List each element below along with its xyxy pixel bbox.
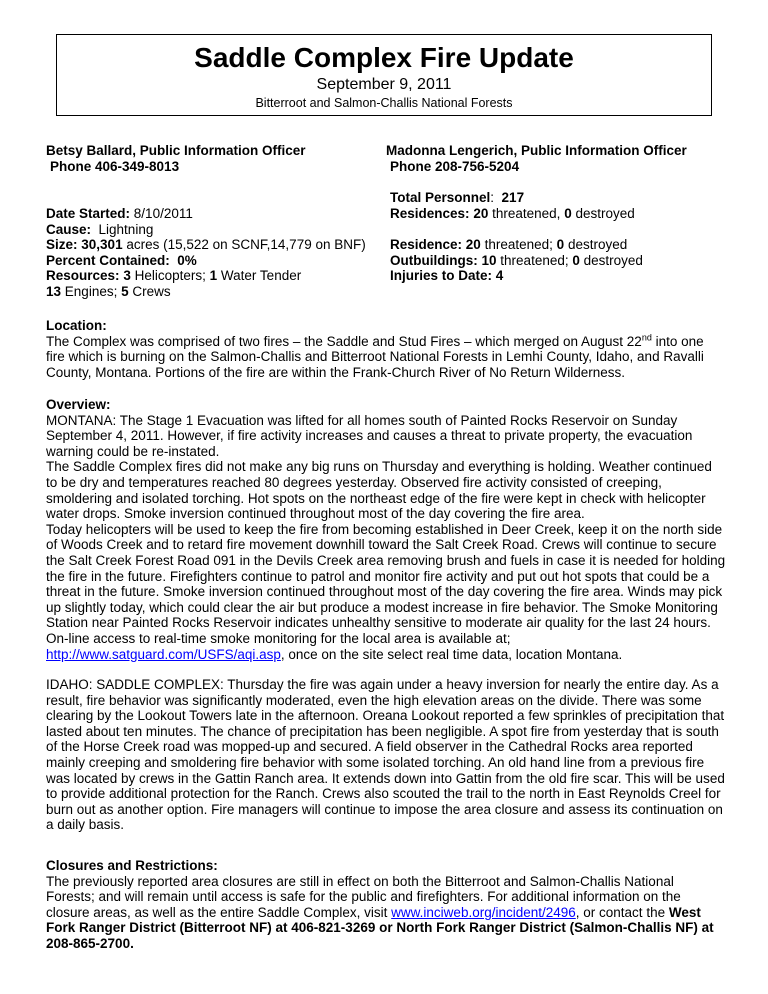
- overview-saddle: The Saddle Complex fires did not make any big runs on Thursday and everything is holding. Weather continued to be dry and temperatures reached 80 degrees yesterday. Observed fire activity consisted of creeping, smoldering and isolated torching. Hot spots on the northeast edge of the fire were kept in check with helicopter water drops. Smoke inversion continued throughout most of the day covering the fire area.: [46, 459, 712, 522]
- right-contact-name: Madonna Lengerich, Public Information Officer: [386, 143, 687, 158]
- overview-heading: Overview:: [46, 397, 111, 412]
- right-contact: [386, 143, 687, 174]
- size: Size: 30,301 acres (15,522 on SCNF,14,779 on BNF): [46, 237, 366, 252]
- fire-stats-right: [390, 190, 643, 284]
- forests-subtitle: Bitterroot and Salmon-Challis National Forests: [255, 96, 513, 110]
- total-personnel: Total Personnel: 217: [390, 190, 525, 205]
- engines-crews: 13 Engines; 5 Crews: [46, 283, 171, 299]
- overview-section: [46, 397, 726, 833]
- left-contact: [46, 143, 306, 174]
- right-contact-phone: Phone 208-756-5204: [390, 158, 520, 174]
- cause: Cause: Lightning: [46, 221, 154, 237]
- smoke-monitoring-link[interactable]: http://www.satguard.com/USFS/aqi.asp: [46, 646, 281, 662]
- closures-text: The previously reported area closures are still in effect on both the Bitterroot and Salmon-Challis National Forests; and will remain until access is safe for the public and firefighters. For additional information on the closure areas, as well as the entire Saddle Complex, visit www.inciweb.org/incident/2496, or contact the West Fork Ranger District (Bitterroot NF) at 406-821-3269 or North Fork Ranger District (Salmon-Challis NF) at 208-865-2700.: [46, 873, 714, 951]
- resources: Resources: 3 Helicopters; 1 Water Tender: [46, 268, 302, 283]
- inciweb-link[interactable]: www.inciweb.org/incident/2496: [391, 904, 576, 920]
- page-title: Saddle Complex Fire Update: [194, 42, 574, 73]
- overview-montana: MONTANA: The Stage 1 Evacuation was lifted for all homes south of Painted Rocks Reservoir on Sunday September 4, 2011. However, if fire activity increases and causes a threat to private property, the evacuation warning could be re-instated.: [46, 412, 693, 459]
- injuries: Injuries to Date: 4: [390, 268, 504, 283]
- fire-stats-left: [46, 206, 366, 299]
- closures-section: [46, 858, 726, 952]
- location-heading: Location:: [46, 318, 107, 333]
- outbuildings: Outbuildings: 10 threatened; 0 destroyed: [390, 252, 643, 268]
- location-section: [46, 318, 726, 380]
- percent-contained: Percent Contained: 0%: [46, 252, 197, 268]
- report-date: September 9, 2011: [316, 76, 452, 93]
- closures-heading: Closures and Restrictions:: [46, 858, 218, 873]
- header-box: [56, 34, 712, 116]
- location-text: The Complex was comprised of two fires – the Saddle and Stud Fires – which merged on August 22nd into one fire which is burning on the Salmon-Challis and Bitterroot National Forests in Lemhi County, Idaho, and Ravalli County, Montana. Portions of the fire are within the Frank-Church River of No Return Wilderness.: [46, 332, 704, 380]
- overview-today: Today helicopters will be used to keep the fire from becoming established in Deer Creek, keep it on the north side of Woods Creek and to retard fire movement downhill toward the Salt Creek Road. Crews will continue to secure the Salt Creek Forest Road 091 in the Devils Creek area removing brush and fuels in case it is needed for holding the fire in the future. Firefighters continue to patrol and monitor fire activity and put out hot spots that could be a threat in the future. Smoke inversion continued throughout most of the day covering the fire area. Winds may pick up slightly today, which could clear the air but produce a modest increase in fire behavior. The Smoke Monitoring Station near Painted Rocks Reservoir indicates unhealthy sensitive to moderate air quality for the last 24 hours. On-line access to real-time smoke monitoring for the local area is available at; http://www.satguard.com/USFS/aqi.asp, once on the site select real time data, location Montana.: [46, 521, 726, 662]
- left-contact-phone: Phone 406-349-8013: [50, 158, 180, 174]
- date-started: Date Started: 8/10/2011: [46, 206, 193, 221]
- residences-2: Residence: 20 threatened; 0 destroyed: [390, 237, 628, 252]
- left-contact-name: Betsy Ballard, Public Information Officer: [46, 143, 306, 158]
- residences-1: Residences: 20 threatened, 0 destroyed: [390, 205, 635, 221]
- overview-idaho: IDAHO: SADDLE COMPLEX: Thursday the fire was again under a heavy inversion for nearly the entire day. As a result, fire behavior was significantly moderated, even the high elevation areas on the divide. There was some clearing by the Lookout Towers late in the afternoon. Oreana Lookout reported a few sprinkles of precipitation that lasted about ten minutes. The chance of precipitation has been negligible. A spot fire from yesterday that is south of the Horse Creek road was mopped-up and secured. A field observer in the Cathedral Rocks area reported mainly creeping and smoldering fire behavior with some isolated torching. An old hand line from a previous fire was located by crews in the Gattin Ranch area. It extends down into Gattin from the old fire scar. This will be used to provide additional protection for the Ranch. Crews also scouted the trail to the north in East Reynolds Creel for burn out as another option. Fire managers will continue to impose the area closure and assess its continuation on a daily basis.: [46, 677, 725, 833]
